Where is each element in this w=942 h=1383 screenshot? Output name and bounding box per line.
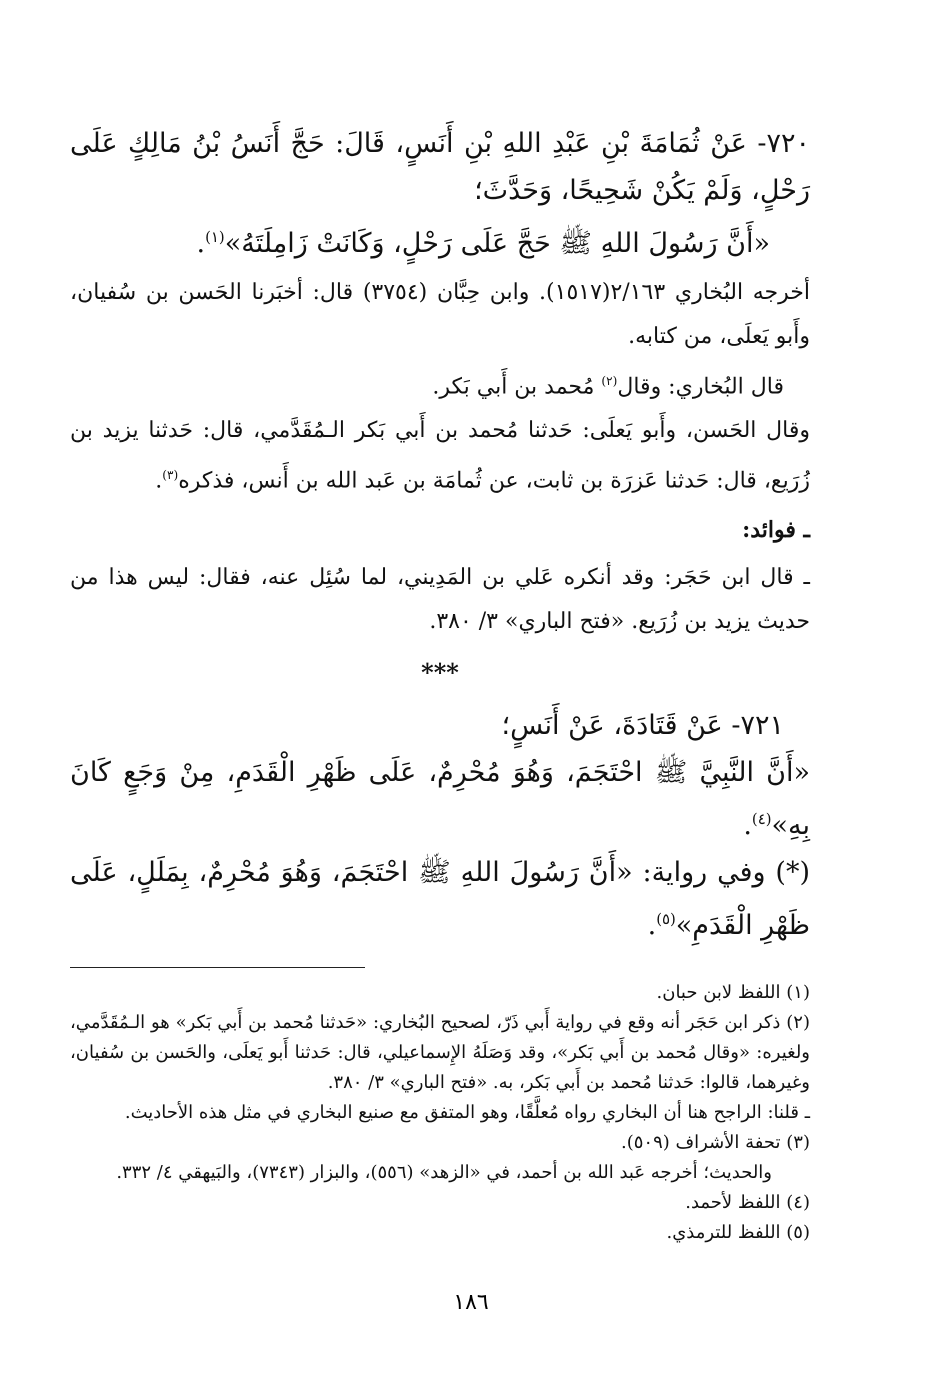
fawaid-heading: ـ فوائد:	[742, 516, 810, 543]
hasan-chain-text: وقال الحَسن، وأَبو يَعلَى: حَدثنا مُحمد بن أَبي بَكر الـمُقَدَّمي، قال: حَدثنا يزيد بن زُرَيع، قال: حَدثنا عَزرَة بن ثابت، عن ثُمامَة بن عَبد الله بن أَنس، فذكره	[70, 418, 810, 494]
page-number: ١٨٦	[453, 1290, 489, 1315]
footnote-ref: (١)	[205, 228, 225, 246]
footnote-4: (٤) اللفظ لأحمد.	[685, 1191, 810, 1213]
footnote-2: (٢) ذكر ابن حَجَر أنه وقع في رواية أَبي ذَرّ، لصحيح البُخاري: «حَدثنا مُحمد بن أَبي بَكر» هو الـمُقَدَّمي، ولغيره: «وقال مُحمد بن أَبي بَكر»، وقد وَصَلَهُ الإِسماعيلي، قال: حَدثنا أَبو يَعلَى، والحَسن بن سُفيان، وغيرهما، قالوا: حَدثنا مُحمد بن أَبي بَكر، به. «فتح الباري» ٣/ ٣٨٠.	[70, 1011, 810, 1093]
hadith-721-intro	[70, 702, 810, 749]
hadith-721-riwaya: (*) وفي رواية: «أَنَّ رَسُولَ اللهِ ﷺ احْتَجَمَ، وَهُوَ مُحْرِمٌ، بِمَلَلٍ، عَلَى ظَهْرِ الْقَدَمِ»$^{(٥)}$.	[70, 856, 810, 941]
fawaid-text: ـ قال ابن حَجَر: وقد أنكره عَلي بن المَدِيني، لما سُئِل عنه، فقال: ليس هذا من حديث يزيد بن زُرَيع. «فتح الباري» ٣/ ٣٨٠.	[70, 564, 810, 634]
takhrij-text: أخرجه البُخاري ٢/١٦٣(١٥١٧). وابن حِبَّان (٣٧٥٤) قال: أخبَرنا الحَسن بن سُفيان، وأَبو يَعلَى، من كتابه.	[70, 280, 811, 349]
hadith-720-intro	[70, 120, 810, 214]
footnotes	[70, 978, 810, 1248]
footnote-5: (٥) اللفظ للترمذي.	[666, 1221, 810, 1243]
footnote-ref: (٥)	[656, 909, 676, 928]
hadith-isnad: عَنْ قَتَادَةَ، عَنْ أَنَسٍ؛	[501, 709, 723, 741]
hadith-isnad: عَنْ ثُمَامَةَ بْنِ عَبْدِ اللهِ بْنِ أَنَسٍ، قَالَ: حَجَّ أَنَسُ بْنُ مَالِكٍ عَلَى رَحْلٍ، وَلَمْ يَكُنْ شَحِيحًا، وَحَدَّثَ؛	[70, 128, 810, 206]
riwaya-text: (*) وفي رواية: «أَنَّ رَسُولَ اللهِ ﷺ احْتَجَمَ، وَهُوَ مُحْرِمٌ، بِمَلَلٍ، عَلَى ظَهْرِ الْقَدَمِ»	[70, 856, 810, 941]
footnote-3: (٣) تحفة الأشراف (٥٠٩).	[620, 1131, 810, 1153]
footnote-ref: (٢)	[601, 374, 618, 388]
section-separator: ***	[421, 657, 459, 687]
footnote-ref: (٤)	[751, 809, 772, 828]
page-body	[70, 120, 810, 1248]
hadith-number: ٧٢١-	[731, 709, 784, 741]
hadith-number: ٧٢٠-	[757, 128, 810, 159]
hasan-chain: وقال الحَسن، وأَبو يَعلَى: حَدثنا مُحمد بن أَبي بَكر الـمُقَدَّمي، قال: حَدثنا يزيد بن زُرَيع، قال: حَدثنا عَزرَة بن ثابت، عن ثُمامَة بن عَبد الله بن أَنس، فذكره$^{(٣)}$.	[70, 418, 810, 494]
footnote-divider	[70, 967, 365, 968]
matn-text: «أَنَّ النَّبِيَّ ﷺ احْتَجَمَ، وَهُوَ مُحْرِمٌ، عَلَى ظَهْرِ الْقَدَمِ، مِنْ وَجَعٍ كَانَ بِهِ»	[70, 756, 810, 841]
bukhari-chain-end: مُحمد بن أَبي بَكر.	[432, 374, 595, 400]
hadith-721-matn: «أَنَّ النَّبِيَّ ﷺ احْتَجَمَ، وَهُوَ مُحْرِمٌ، عَلَى ظَهْرِ الْقَدَمِ، مِنْ وَجَعٍ كَانَ بِهِ»$^{(٤)}$.	[70, 756, 810, 841]
bukhari-chain-text: قال البُخاري: وقال	[617, 374, 784, 400]
footnote-2-comment: ـ قلنا: الراجح هنا أن البخاري رواه مُعلَّقًا، وهو المتفق مع صنيع البخاري في مثل هذه الأحاديث.	[124, 1101, 810, 1123]
takhrij-paragraph	[70, 271, 810, 359]
footnote-1: (١) اللفظ لابن حبان.	[656, 981, 810, 1003]
hadith-720-matn: «أَنَّ رَسُولَ اللهِ ﷺ حَجَّ عَلَى رَحْلٍ، وَكَانَتْ زَامِلَتَهُ»$^{(١)}$.	[196, 228, 770, 259]
footnote-3-continuation: والحديث؛ أخرجه عَبد الله بن أحمد، في «الزهد» (٥٥٦)، والبزار (٧٣٤٣)، والبَيهقي ٤/ ٣٣٢.	[116, 1161, 772, 1183]
matn-text: «أَنَّ رَسُولَ اللهِ ﷺ حَجَّ عَلَى رَحْلٍ، وَكَانَتْ زَامِلَتَهُ»	[224, 228, 770, 259]
footnote-ref: (٣)	[162, 468, 179, 483]
bukhari-chain	[70, 359, 810, 409]
